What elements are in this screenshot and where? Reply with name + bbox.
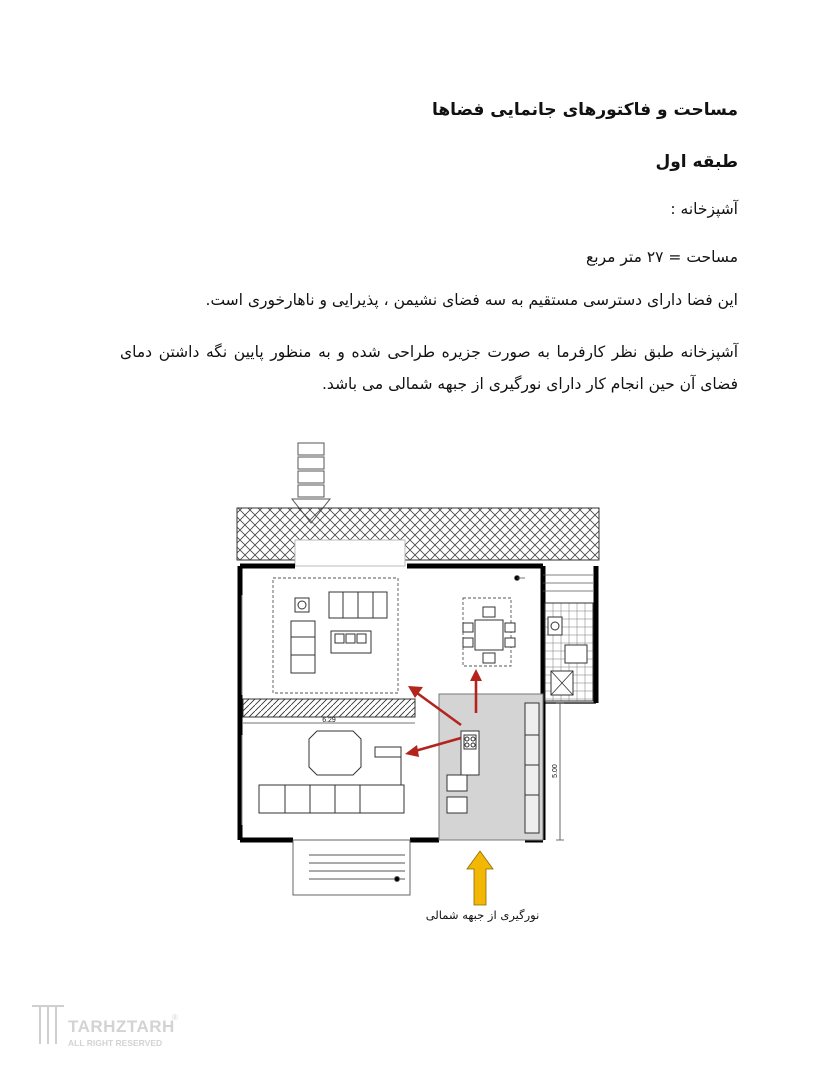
access-paragraph: این فضا دارای دسترسی مستقیم به سه فضای نشیمن ، پذیرایی و ناهارخوری است. <box>205 291 738 309</box>
living-furniture <box>291 592 387 673</box>
partition-hatch <box>243 699 415 717</box>
floor-plan <box>225 435 605 910</box>
logo-tagline: ALL RIGHT RESERVED <box>68 1038 163 1048</box>
roof-hatch <box>237 508 599 560</box>
north-light-arrow <box>467 851 493 905</box>
brand-logo <box>28 1000 188 1052</box>
island-paragraph: آشپزخانه طبق نظر کارفرما به صورت جزیره طراحی شده و به منظور پایین نگه داشتن دمای فضای آن حین انجام کار دارای نورگیری از جبهه شمالی می باشد. <box>120 343 738 393</box>
logo-brand: TARHZTARH <box>68 1017 175 1036</box>
page-heading: مساحت و فاکتورهای جانمایی فضاها <box>431 100 738 120</box>
floor-title: طبقه اول <box>655 152 738 172</box>
room-label: آشپزخانه : <box>670 200 738 218</box>
rear-stairs <box>293 840 410 895</box>
area-line: مساحت = ۲۷ متر مربع <box>586 248 738 266</box>
plan-caption: نورگیری از جبهه شمالی <box>425 908 540 922</box>
logo-registered-mark: ® <box>172 1013 178 1022</box>
reception-furniture <box>259 731 404 813</box>
dimension-vertical: 5.00 <box>552 764 559 778</box>
dining-table <box>463 607 515 663</box>
dimension-horizontal: 6.29 <box>322 717 336 724</box>
